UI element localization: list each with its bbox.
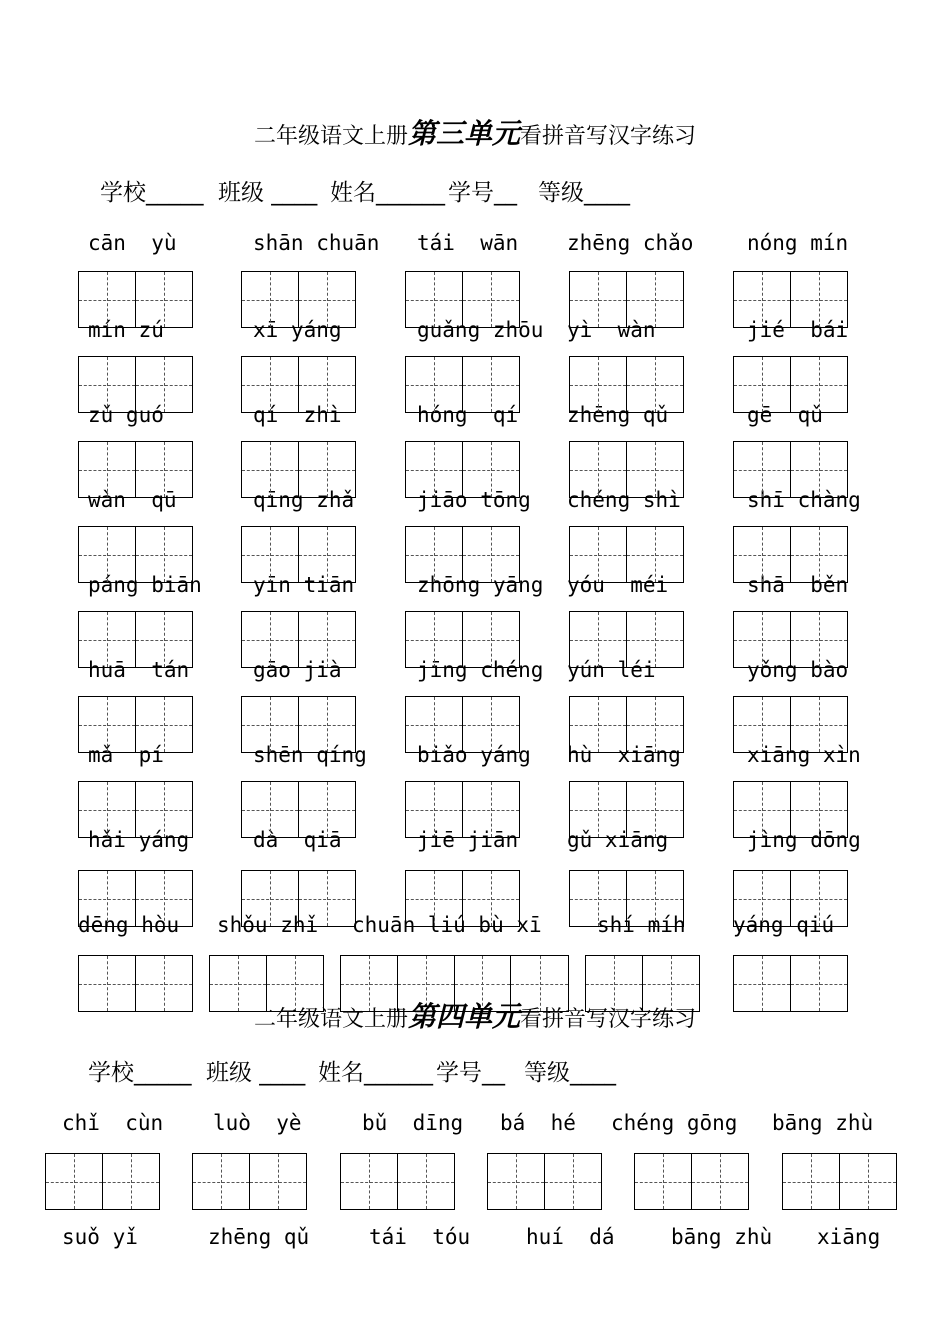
info-school: 学校_____ [100,180,204,206]
writing-grid[interactable] [569,696,684,753]
tianzige-cell[interactable] [103,1154,160,1209]
pinyin-label: dà qiā [253,828,342,852]
pinyin-label: yīn tiān [253,573,355,597]
info-grade: 等级____ [524,1060,616,1086]
info-class: 班级 ____ [206,1060,306,1086]
writing-grid[interactable] [782,1153,897,1210]
pinyin-label: shí míh [597,913,686,937]
tianzige-cell[interactable] [627,782,684,837]
writing-grid[interactable] [78,870,193,927]
writing-grid[interactable] [192,1153,307,1210]
tianzige-cell[interactable] [570,527,627,582]
tianzige-cell[interactable] [570,612,627,667]
pinyin-label: nóng mín [747,231,849,255]
pinyin-label: jiē jiān [417,828,519,852]
pinyin-label: zǔ guó [88,403,164,427]
pinyin-label: tái wān [417,231,519,255]
tianzige-cell[interactable] [463,612,520,667]
tianzige-cell[interactable] [627,612,684,667]
pinyin-label: zhēng qǔ [208,1225,310,1249]
tianzige-cell[interactable] [136,612,193,667]
tianzige-cell[interactable] [627,442,684,497]
info-name: 姓名______ [330,180,445,206]
tianzige-cell[interactable] [734,612,791,667]
tianzige-cell[interactable] [79,612,136,667]
pinyin-label: qīng zhǎ [253,488,355,512]
pinyin-label: xiāng [817,1225,881,1249]
tianzige-cell[interactable] [299,357,356,412]
pinyin-label: shān chuān [253,231,380,255]
pinyin-label: bāng zhù [772,1111,874,1135]
tianzige-cell[interactable] [46,1154,103,1209]
tianzige-cell[interactable] [299,697,356,752]
tianzige-cell[interactable] [791,871,848,926]
tianzige-cell[interactable] [627,527,684,582]
tianzige-cell[interactable] [791,272,848,327]
writing-grid[interactable] [78,696,193,753]
writing-grid[interactable] [340,1153,455,1210]
info-class: 班级 ____ [218,180,318,206]
writing-grid[interactable] [733,870,848,927]
writing-grid[interactable] [405,441,520,498]
pinyin-label: biǎo yáng [417,743,531,767]
info-name: 姓名______ [318,1060,433,1086]
tianzige-cell[interactable] [79,782,136,837]
tianzige-cell[interactable] [79,527,136,582]
tianzige-cell[interactable] [299,442,356,497]
tianzige-cell[interactable] [463,357,520,412]
writing-grid[interactable] [405,356,520,413]
tianzige-cell[interactable] [406,272,463,327]
writing-grid[interactable] [405,611,520,668]
pinyin-label: xiāng xìn [747,743,861,767]
tianzige-cell[interactable] [570,697,627,752]
tianzige-cell[interactable] [570,272,627,327]
tianzige-cell[interactable] [463,871,520,926]
pinyin-label: jié bái [747,318,849,342]
pinyin-label: yáng qiú [733,913,835,937]
pinyin-label: guǎng zhōu [417,318,544,342]
writing-grid[interactable] [241,526,356,583]
tianzige-cell[interactable] [136,272,193,327]
pinyin-label: bá hé [500,1111,576,1135]
pinyin-label: shǒu zhǐ [217,913,319,937]
writing-grid[interactable] [569,870,684,927]
pinyin-label: bāng zhù [671,1225,773,1249]
writing-grid[interactable] [569,271,684,328]
pinyin-label: huā tán [88,658,190,682]
tianzige-cell[interactable] [570,782,627,837]
writing-grid[interactable] [241,356,356,413]
title-prefix: 二年级语文上册 [253,124,408,149]
tianzige-cell[interactable] [299,782,356,837]
pinyin-label: yóu méi [567,573,669,597]
pinyin-label: suǒ yǐ [62,1225,138,1249]
pinyin-label: gē qǔ [747,403,823,427]
writing-grid[interactable] [405,271,520,328]
pinyin-label: chéng gōng [611,1111,738,1135]
writing-grid[interactable] [569,526,684,583]
worksheet1-title [0,112,950,152]
title-unit: 第三单元 [407,117,520,150]
writing-grid[interactable] [569,441,684,498]
tianzige-cell[interactable] [463,527,520,582]
tianzige-cell[interactable] [136,782,193,837]
pinyin-label: gǔ xiāng [567,828,669,852]
tianzige-cell[interactable] [791,357,848,412]
pinyin-label: mín zú [88,318,164,342]
title-suffix: 看拼音写汉字练习 [520,1007,697,1032]
tianzige-cell[interactable] [299,612,356,667]
tianzige-cell[interactable] [406,612,463,667]
writing-grid[interactable] [78,611,193,668]
tianzige-cell[interactable] [341,1154,398,1209]
tianzige-cell[interactable] [136,697,193,752]
pinyin-label: wàn qū [88,488,177,512]
tianzige-cell[interactable] [299,871,356,926]
tianzige-cell[interactable] [692,1154,749,1209]
writing-grid[interactable] [569,356,684,413]
writing-grid[interactable] [78,441,193,498]
pinyin-label: qí zhì [253,403,342,427]
tianzige-cell[interactable] [791,697,848,752]
tianzige-cell[interactable] [79,442,136,497]
writing-grid[interactable] [733,611,848,668]
writing-grid[interactable] [733,356,848,413]
tianzige-cell[interactable] [242,527,299,582]
pinyin-label: chǐ cùn [62,1111,164,1135]
tianzige-cell[interactable] [734,527,791,582]
tianzige-cell[interactable] [734,782,791,837]
tianzige-cell[interactable] [406,782,463,837]
pinyin-label: yǒng bào [747,658,849,682]
writing-grid[interactable] [241,271,356,328]
writing-grid[interactable] [241,611,356,668]
writing-grid[interactable] [241,870,356,927]
tianzige-cell[interactable] [488,1154,545,1209]
info-grade: 等级____ [538,180,630,206]
pinyin-label: xī yáng [253,318,342,342]
tianzige-cell[interactable] [398,1154,455,1209]
tianzige-cell[interactable] [627,871,684,926]
tianzige-cell[interactable] [136,871,193,926]
writing-grid[interactable] [405,696,520,753]
tianzige-cell[interactable] [79,272,136,327]
tianzige-cell[interactable] [791,782,848,837]
tianzige-cell[interactable] [627,272,684,327]
writing-grid[interactable] [733,696,848,753]
pinyin-label: chuān liú bù xī [352,913,542,937]
pinyin-label: mǎ pí [88,743,164,767]
tianzige-cell[interactable] [136,527,193,582]
writing-grid[interactable] [241,696,356,753]
pinyin-label: jìng dōng [747,828,861,852]
pinyin-label: hóng qí [417,403,519,427]
tianzige-cell[interactable] [136,357,193,412]
pinyin-label: tái tóu [369,1225,471,1249]
writing-grid[interactable] [405,526,520,583]
tianzige-cell[interactable] [406,871,463,926]
tianzige-cell[interactable] [406,697,463,752]
pinyin-label: jiāo tōng [417,488,531,512]
tianzige-cell[interactable] [242,782,299,837]
worksheet2-title [0,995,950,1035]
pinyin-label: zhōng yāng [417,573,544,597]
tianzige-cell[interactable] [242,442,299,497]
pinyin-label: luò yè [213,1111,302,1135]
writing-grid[interactable] [405,781,520,838]
pinyin-label: hù xiāng [567,743,681,767]
tianzige-cell[interactable] [734,871,791,926]
tianzige-cell[interactable] [734,697,791,752]
writing-grid[interactable] [78,526,193,583]
pinyin-label: gāo jià [253,658,342,682]
tianzige-cell[interactable] [242,357,299,412]
tianzige-cell[interactable] [299,527,356,582]
pinyin-label: huí dá [526,1225,615,1249]
tianzige-cell[interactable] [136,442,193,497]
tianzige-cell[interactable] [250,1154,307,1209]
pinyin-label: dēng hòu [78,913,180,937]
pinyin-label: shī chàng [747,488,861,512]
writing-grid[interactable] [241,441,356,498]
tianzige-cell[interactable] [79,871,136,926]
tianzige-cell[interactable] [242,697,299,752]
pinyin-label: yì wàn [567,318,656,342]
info-student-number: 学号__ [448,180,517,206]
tianzige-cell[interactable] [545,1154,602,1209]
tianzige-cell[interactable] [627,357,684,412]
pinyin-label: hǎi yáng [88,828,190,852]
tianzige-cell[interactable] [406,357,463,412]
tianzige-cell[interactable] [791,612,848,667]
title-prefix: 二年级语文上册 [253,1007,408,1032]
pinyin-label: shā běn [747,573,849,597]
writing-grid[interactable] [569,781,684,838]
info-student-number: 学号__ [436,1060,505,1086]
tianzige-cell[interactable] [463,697,520,752]
tianzige-cell[interactable] [463,782,520,837]
pinyin-label: páng biān [88,573,202,597]
tianzige-cell[interactable] [242,272,299,327]
tianzige-cell[interactable] [570,442,627,497]
tianzige-cell[interactable] [406,527,463,582]
pinyin-label: zhēng qǔ [567,403,669,427]
pinyin-label: cān yù [88,231,177,255]
tianzige-cell[interactable] [463,442,520,497]
tianzige-cell[interactable] [242,612,299,667]
tianzige-cell[interactable] [242,871,299,926]
tianzige-cell[interactable] [570,357,627,412]
title-suffix: 看拼音写汉字练习 [520,124,697,149]
tianzige-cell[interactable] [193,1154,250,1209]
pinyin-label: yún léi [567,658,656,682]
writing-grid[interactable] [45,1153,160,1210]
tianzige-cell[interactable] [635,1154,692,1209]
writing-grid[interactable] [733,441,848,498]
tianzige-cell[interactable] [463,272,520,327]
tianzige-cell[interactable] [79,697,136,752]
writing-grid[interactable] [634,1153,749,1210]
writing-grid[interactable] [733,526,848,583]
pinyin-label: chéng shì [567,488,681,512]
pinyin-label: shēn qíng [253,743,367,767]
writing-grid[interactable] [733,271,848,328]
tianzige-cell[interactable] [791,527,848,582]
tianzige-cell[interactable] [627,697,684,752]
tianzige-cell[interactable] [570,871,627,926]
writing-grid[interactable] [569,611,684,668]
tianzige-cell[interactable] [840,1154,897,1209]
tianzige-cell[interactable] [734,442,791,497]
tianzige-cell[interactable] [406,442,463,497]
tianzige-cell[interactable] [79,357,136,412]
tianzige-cell[interactable] [734,357,791,412]
writing-grid[interactable] [78,356,193,413]
writing-grid[interactable] [733,781,848,838]
writing-grid[interactable] [487,1153,602,1210]
pinyin-label: jīng chéng [417,658,544,682]
title-unit: 第四单元 [407,1000,520,1033]
writing-grid[interactable] [405,870,520,927]
writing-grid[interactable] [241,781,356,838]
info-school: 学校_____ [88,1060,192,1086]
tianzige-cell[interactable] [791,442,848,497]
tianzige-cell[interactable] [783,1154,840,1209]
tianzige-cell[interactable] [299,272,356,327]
pinyin-label: bǔ dīng [362,1111,464,1135]
writing-grid[interactable] [78,781,193,838]
pinyin-label: zhēng chǎo [567,231,694,255]
tianzige-cell[interactable] [734,272,791,327]
writing-grid[interactable] [78,271,193,328]
